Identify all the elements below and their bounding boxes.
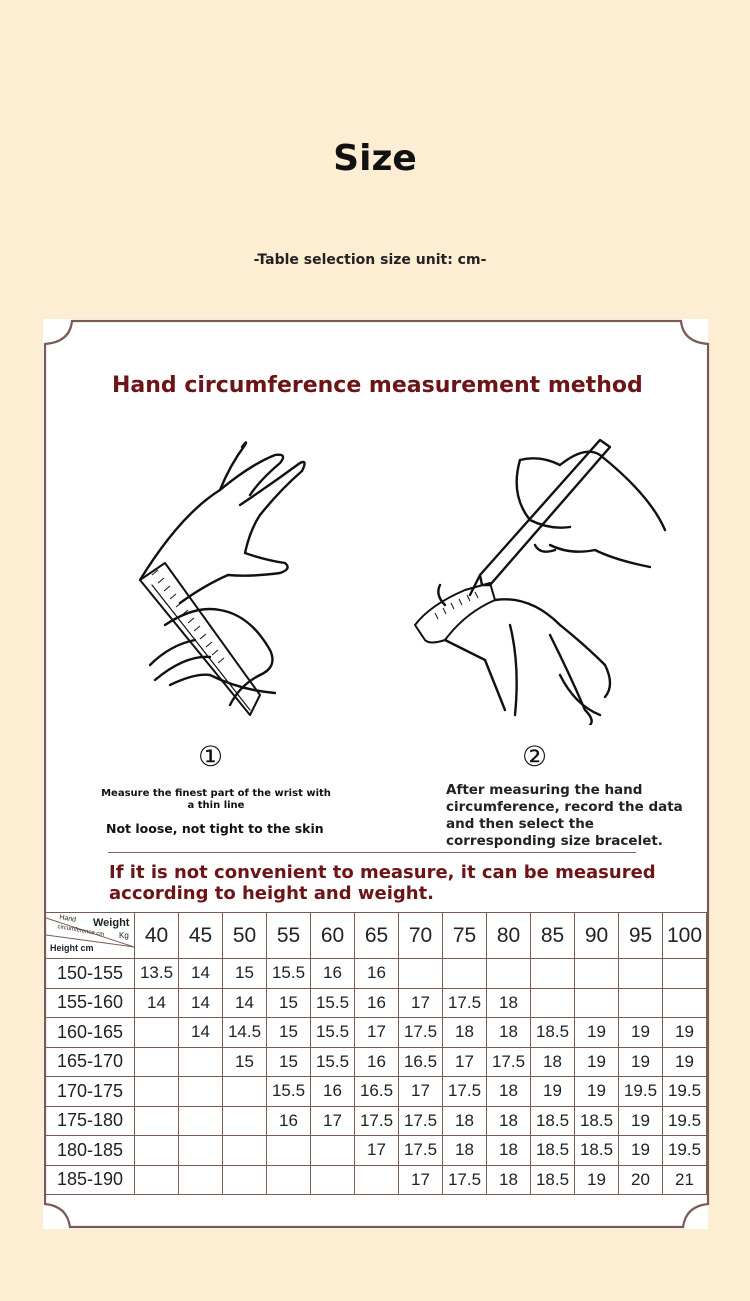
- size-cell: 19: [575, 1018, 619, 1048]
- size-cell: 19: [619, 1047, 663, 1077]
- size-cell: 17.5: [355, 1106, 399, 1136]
- weight-header: 100: [663, 913, 707, 959]
- size-table: [45, 912, 707, 1195]
- size-cell: 18: [531, 1047, 575, 1077]
- size-cell: 17.5: [443, 988, 487, 1018]
- size-cell: 17.5: [487, 1047, 531, 1077]
- size-cell: 17.5: [399, 1136, 443, 1166]
- size-cell: 15.5: [311, 1018, 355, 1048]
- size-cell: 14.5: [223, 1018, 267, 1048]
- size-cell: [487, 959, 531, 989]
- size-cell: [443, 959, 487, 989]
- weight-header: 65: [355, 913, 399, 959]
- size-cell: 15.5: [267, 1077, 311, 1107]
- size-cell: 19: [619, 1018, 663, 1048]
- weight-header: 55: [267, 913, 311, 959]
- table-row: [46, 1136, 707, 1166]
- height-range-cell: 175-180: [46, 1106, 135, 1136]
- size-cell: [311, 1165, 355, 1195]
- size-cell: 14: [223, 988, 267, 1018]
- size-cell: 20: [619, 1165, 663, 1195]
- size-cell: 17: [311, 1106, 355, 1136]
- size-cell: 18: [487, 1106, 531, 1136]
- size-cell: 19: [663, 1018, 707, 1048]
- size-cell: [179, 1165, 223, 1195]
- size-cell: [575, 959, 619, 989]
- weight-header: 95: [619, 913, 663, 959]
- size-cell: [135, 1136, 179, 1166]
- size-cell: 18.5: [531, 1165, 575, 1195]
- weight-header: 40: [135, 913, 179, 959]
- alt-measure-note: If it is not convenient to measure, it can be measured according to height and weight.: [109, 862, 656, 904]
- size-cell: 19: [575, 1165, 619, 1195]
- size-cell: [223, 1136, 267, 1166]
- step-1-text-2: Not loose, not tight to the skin: [106, 821, 324, 836]
- size-cell: [267, 1165, 311, 1195]
- size-cell: 15: [267, 988, 311, 1018]
- size-cell: 17.5: [399, 1106, 443, 1136]
- size-cell: 18.5: [531, 1106, 575, 1136]
- height-range-cell: 185-190: [46, 1165, 135, 1195]
- step-1-text: Measure the finest part of the wrist with a thin line: [101, 788, 331, 811]
- size-cell: 14: [179, 959, 223, 989]
- table-body: [46, 959, 707, 1195]
- size-cell: 18.5: [531, 1136, 575, 1166]
- size-cell: 16: [355, 988, 399, 1018]
- size-cell: 19: [619, 1106, 663, 1136]
- size-cell: 18.5: [575, 1136, 619, 1166]
- size-cell: 16: [311, 1077, 355, 1107]
- size-cell: 15.5: [311, 988, 355, 1018]
- size-cell: 17: [399, 1165, 443, 1195]
- size-cell: [135, 1018, 179, 1048]
- size-cell: [531, 988, 575, 1018]
- size-cell: 13.5: [135, 959, 179, 989]
- weight-header: 75: [443, 913, 487, 959]
- weight-header: 60: [311, 913, 355, 959]
- size-cell: 15: [223, 959, 267, 989]
- size-cell: 18: [487, 1165, 531, 1195]
- table-header-row: [46, 913, 707, 959]
- size-cell: 18: [443, 1136, 487, 1166]
- size-cell: [179, 1047, 223, 1077]
- size-cell: 16: [355, 1047, 399, 1077]
- size-cell: 17.5: [443, 1165, 487, 1195]
- table-row: [46, 959, 707, 989]
- table-row: [46, 1047, 707, 1077]
- size-cell: [399, 959, 443, 989]
- height-range-cell: 165-170: [46, 1047, 135, 1077]
- size-cell: [179, 1106, 223, 1136]
- size-cell: 15.5: [311, 1047, 355, 1077]
- size-cell: 19.5: [663, 1136, 707, 1166]
- step-2-text: After measuring the hand circumference, record the data and then select the corresponding size bracelet.: [446, 782, 683, 849]
- size-cell: 14: [179, 1018, 223, 1048]
- size-cell: 19: [663, 1047, 707, 1077]
- size-cell: 17: [355, 1018, 399, 1048]
- size-cell: [575, 988, 619, 1018]
- wrist-measure-illustration-2: [410, 435, 670, 725]
- size-cell: [223, 1077, 267, 1107]
- table-row: [46, 1106, 707, 1136]
- corner-kg-label: Kg: [119, 931, 129, 940]
- step-1-number: ①: [198, 740, 224, 773]
- size-cell: 18.5: [531, 1018, 575, 1048]
- size-cell: 17: [355, 1136, 399, 1166]
- size-cell: 19.5: [619, 1077, 663, 1107]
- height-range-cell: 150-155: [46, 959, 135, 989]
- size-cell: [663, 959, 707, 989]
- size-cell: [223, 1165, 267, 1195]
- table-row: [46, 1165, 707, 1195]
- size-cell: 19: [575, 1047, 619, 1077]
- size-cell: 18: [443, 1018, 487, 1048]
- size-cell: 17.5: [443, 1077, 487, 1107]
- size-cell: 17: [399, 1077, 443, 1107]
- method-title: Hand circumference measurement method: [112, 373, 643, 398]
- size-cell: [135, 1077, 179, 1107]
- wrist-measure-illustration-1: [110, 435, 310, 730]
- step-2-number: ②: [522, 740, 548, 773]
- corner-circumference-label: circumference cm: [56, 924, 105, 939]
- size-cell: 19: [531, 1077, 575, 1107]
- table-row: [46, 1077, 707, 1107]
- size-cell: 19.5: [663, 1106, 707, 1136]
- size-cell: 15: [267, 1018, 311, 1048]
- size-cell: 19: [619, 1136, 663, 1166]
- size-cell: [267, 1136, 311, 1166]
- size-cell: [135, 1106, 179, 1136]
- weight-header: 45: [179, 913, 223, 959]
- size-cell: 15: [267, 1047, 311, 1077]
- size-cell: [179, 1077, 223, 1107]
- size-cell: 18: [487, 988, 531, 1018]
- size-cell: 15.5: [267, 959, 311, 989]
- size-cell: [531, 959, 575, 989]
- weight-header: 70: [399, 913, 443, 959]
- divider: [108, 852, 636, 853]
- size-cell: 17.5: [399, 1018, 443, 1048]
- size-cell: 15: [223, 1047, 267, 1077]
- size-cell: [619, 959, 663, 989]
- height-range-cell: 160-165: [46, 1018, 135, 1048]
- size-cell: 16: [311, 959, 355, 989]
- size-cell: 16.5: [399, 1047, 443, 1077]
- size-cell: 18: [487, 1136, 531, 1166]
- size-cell: 14: [179, 988, 223, 1018]
- size-cell: [619, 988, 663, 1018]
- weight-header: 85: [531, 913, 575, 959]
- size-cell: 21: [663, 1165, 707, 1195]
- table-row: [46, 988, 707, 1018]
- height-range-cell: 155-160: [46, 988, 135, 1018]
- size-cell: 16: [267, 1106, 311, 1136]
- size-cell: 17: [399, 988, 443, 1018]
- weight-header: 90: [575, 913, 619, 959]
- size-cell: 19.5: [663, 1077, 707, 1107]
- size-cell: [663, 988, 707, 1018]
- size-cell: [311, 1136, 355, 1166]
- table-corner-cell: [46, 913, 135, 959]
- table-row: [46, 1018, 707, 1048]
- size-cell: [223, 1106, 267, 1136]
- size-cell: [179, 1136, 223, 1166]
- size-cell: 18: [443, 1106, 487, 1136]
- page-title: Size: [333, 138, 417, 179]
- corner-hand-label: Hand: [58, 914, 77, 924]
- weight-header: 80: [487, 913, 531, 959]
- corner-height-label: Height cm: [50, 943, 94, 953]
- corner-weight-label: Weight: [93, 917, 130, 929]
- size-cell: 18.5: [575, 1106, 619, 1136]
- height-range-cell: 170-175: [46, 1077, 135, 1107]
- weight-header: 50: [223, 913, 267, 959]
- size-cell: [135, 1165, 179, 1195]
- size-cell: 18: [487, 1077, 531, 1107]
- size-cell: [355, 1165, 399, 1195]
- size-cell: 19: [575, 1077, 619, 1107]
- size-cell: [135, 1047, 179, 1077]
- size-cell: 16.5: [355, 1077, 399, 1107]
- size-cell: 18: [487, 1018, 531, 1048]
- size-cell: 17: [443, 1047, 487, 1077]
- size-cell: 16: [355, 959, 399, 989]
- size-cell: 14: [135, 988, 179, 1018]
- height-range-cell: 180-185: [46, 1136, 135, 1166]
- subtitle: -Table selection size unit: cm-: [253, 252, 487, 268]
